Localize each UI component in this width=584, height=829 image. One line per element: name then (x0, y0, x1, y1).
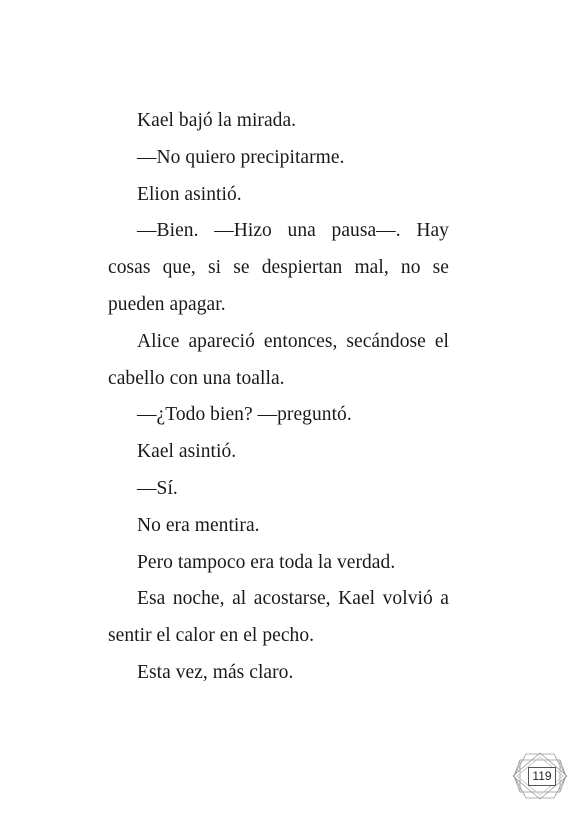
paragraph: Kael asintió. (137, 441, 237, 463)
paragraph: Alice apareció entonces, secándose el cabello con una toalla. (108, 330, 449, 389)
paragraph: No era mentira. (137, 514, 260, 536)
paragraph: Pero tampoco era toda la verdad. (137, 551, 396, 573)
paragraph: Esa noche, al acostarse, Kael volvió a sentir el calor en el pecho. (108, 588, 449, 647)
paragraph: Kael bajó la mirada. (137, 110, 297, 131)
paragraph: —No quiero precipitarme. (137, 146, 345, 168)
page-number: 119 (528, 767, 556, 786)
paragraph: —Sí. (137, 477, 178, 499)
page-number-ornament (512, 752, 568, 800)
paragraph: —¿Todo bien? —preguntó. (137, 404, 352, 426)
paragraph: —Bien. —Hizo una pausa—. Hay cosas que, si se despiertan mal, no se pueden apagar. (108, 220, 449, 315)
paragraph: Esta vez, más claro. (137, 661, 294, 683)
paragraph: Elion asintió. (137, 183, 242, 205)
body-text (108, 103, 449, 692)
